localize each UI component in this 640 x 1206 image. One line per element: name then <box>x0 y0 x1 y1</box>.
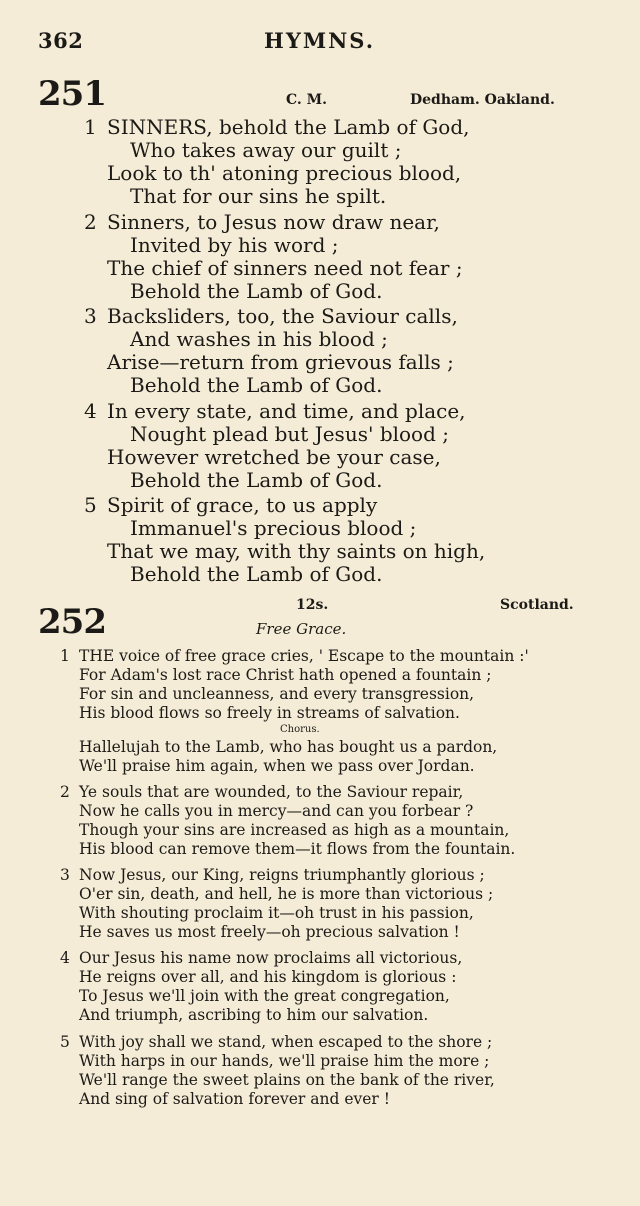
verse-line: Now he calls you in mercy—and can you forbear ? <box>79 802 474 820</box>
verse-line: Spirit of grace, to us apply <box>107 493 378 517</box>
verse-line: Invited by his word ; <box>130 233 339 257</box>
verse-line: With shouting proclaim it—oh trust in his passion, <box>79 904 474 922</box>
verse-line: To Jesus we'll join with the great congregation, <box>79 987 450 1005</box>
verse-line: Behold the Lamb of God. <box>130 562 383 586</box>
verse-line: And triumph, ascribing to him our salvation. <box>79 1006 429 1024</box>
verse-line: SINNERS, behold the Lamb of God, <box>107 115 470 139</box>
verse-line: Who takes away our guilt ; <box>130 138 402 162</box>
verse-line: That for our sins he spilt. <box>130 184 387 208</box>
verse-line: Behold the Lamb of God. <box>130 468 383 492</box>
verse-line: Ye souls that are wounded, to the Saviour repair, <box>79 783 464 801</box>
verse-line: And sing of salvation forever and ever ! <box>79 1090 390 1108</box>
hymn-meter: 12s. <box>296 597 329 613</box>
hymn-title: Free Grace. <box>256 620 347 638</box>
verse-line: We'll praise him again, when we pass over Jordan. <box>79 757 475 775</box>
verse-line: With harps in our hands, we'll praise him the more ; <box>79 1052 490 1070</box>
verse-line: Our Jesus his name now proclaims all victorious, <box>79 949 463 967</box>
page-header <box>38 28 558 58</box>
verse-line: And washes in his blood ; <box>130 327 388 351</box>
stanza-number: 5 <box>84 493 97 517</box>
verse-line: Nought plead but Jesus' blood ; <box>130 422 449 446</box>
stanza-number: 1 <box>60 647 70 665</box>
verse-line: His blood flows so freely in streams of salvation. <box>79 704 460 722</box>
verse-line: For sin and uncleanness, and every transgression, <box>79 685 475 703</box>
verse-line: His blood can remove them—it flows from the fountain. <box>79 840 516 858</box>
verse-line: Look to th' atoning precious blood, <box>107 161 462 185</box>
hymn-number: 252 <box>38 602 106 642</box>
stanza-number: 2 <box>84 210 97 234</box>
stanza-number: 3 <box>84 304 97 328</box>
verse-line: That we may, with thy saints on high, <box>107 539 486 563</box>
page-number: 362 <box>38 28 84 53</box>
verse-line: Though your sins are increased as high as a mountain, <box>79 821 510 839</box>
stanza-number: 3 <box>60 866 70 884</box>
verse-line: The chief of sinners need not fear ; <box>107 256 463 280</box>
verse-line: We'll range the sweet plains on the bank of the river, <box>79 1071 495 1089</box>
verse-line: Behold the Lamb of God. <box>130 373 383 397</box>
running-title: HYMNS. <box>264 28 376 53</box>
stanza-number: 4 <box>60 949 70 967</box>
hymn-meter: C. M. <box>286 92 328 108</box>
verse-line: Arise—return from grievous falls ; <box>107 350 454 374</box>
verse-line: With joy shall we stand, when escaped to the shore ; <box>79 1033 493 1051</box>
stanza-number: 5 <box>60 1033 70 1051</box>
verse-line: Hallelujah to the Lamb, who has bought us a pardon, <box>79 738 498 756</box>
verse-line: Immanuel's precious blood ; <box>130 516 417 540</box>
stanza-number: 1 <box>84 115 97 139</box>
verse-line: Behold the Lamb of God. <box>130 279 383 303</box>
verse-line: However wretched be your case, <box>107 445 441 469</box>
hymn-tunes: Dedham. Oakland. <box>410 92 555 108</box>
verse-line: O'er sin, death, and hell, he is more than victorious ; <box>79 885 494 903</box>
stanza-number: 2 <box>60 783 70 801</box>
verse-line: Sinners, to Jesus now draw near, <box>107 210 440 234</box>
verse-line: THE voice of free grace cries, ' Escape to the mountain :' <box>79 647 529 665</box>
hymn-tunes: Scotland. <box>500 597 574 613</box>
verse-line: Backsliders, too, the Saviour calls, <box>107 304 458 328</box>
verse-line: For Adam's lost race Christ hath opened a fountain ; <box>79 666 492 684</box>
chorus-label: Chorus. <box>280 724 320 735</box>
hymn-number: 251 <box>38 74 106 114</box>
verse-line: He reigns over all, and his kingdom is glorious : <box>79 968 457 986</box>
verse-line: Now Jesus, our King, reigns triumphantly glorious ; <box>79 866 485 884</box>
stanza-number: 4 <box>84 399 97 423</box>
verse-line: In every state, and time, and place, <box>107 399 466 423</box>
verse-line: He saves us most freely—oh precious salvation ! <box>79 923 460 941</box>
